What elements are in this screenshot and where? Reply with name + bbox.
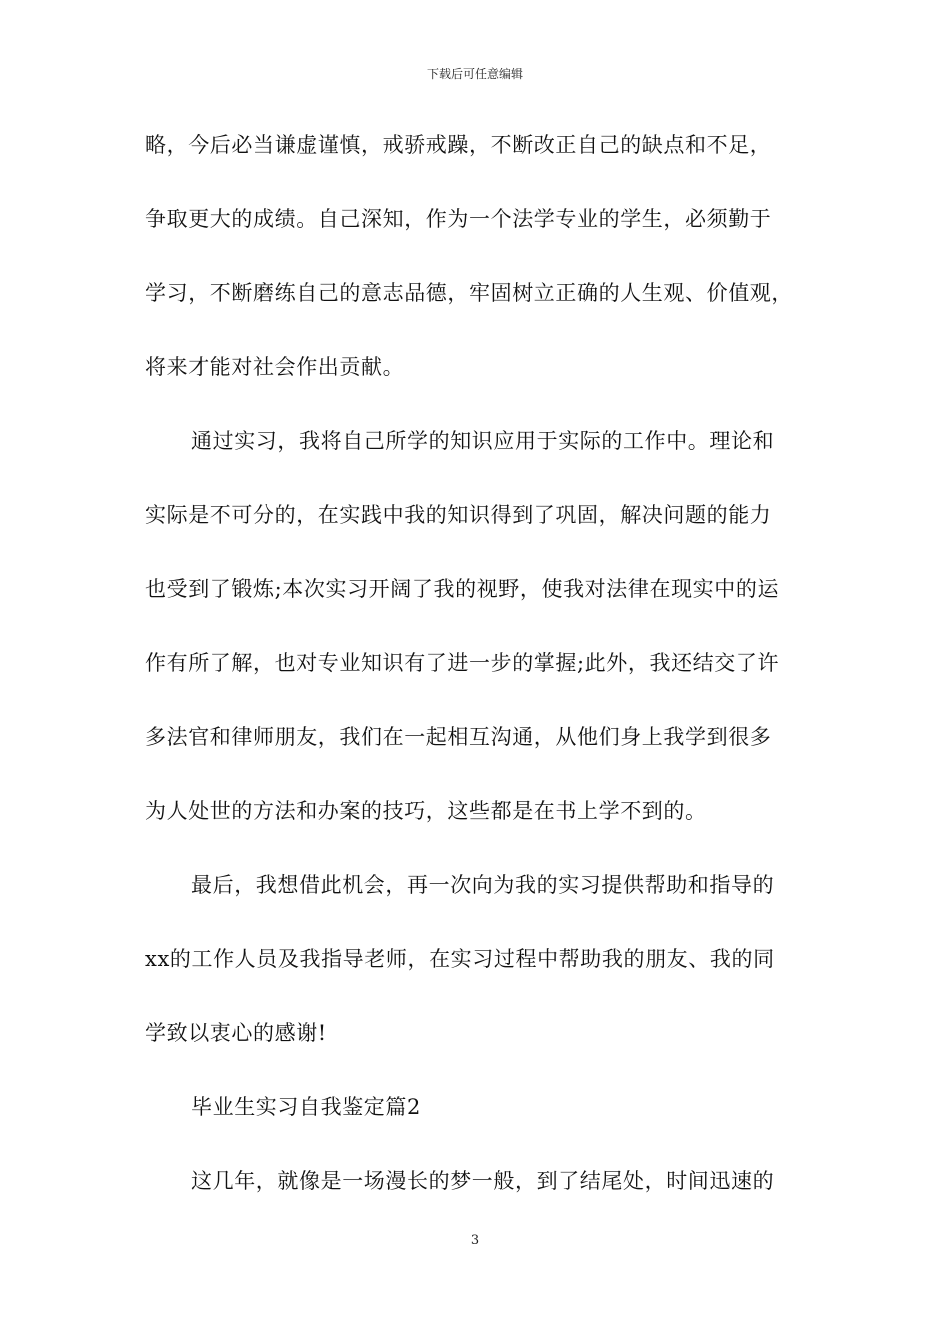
paragraph-start-line: 这几年，就像是一场漫长的梦一般，到了结尾处，时间迅速的 (191, 1169, 775, 1193)
text-line: 争取更大的成绩。自己深知，作为一个法学专业的学生，必须勤于 (145, 207, 772, 231)
text-line: 将来才能对社会作出贡献。 (145, 355, 405, 379)
text-line: 学习，不断磨练自己的意志品德，牢固树立正确的人生观、价值观， (145, 281, 793, 305)
text-line: 作有所了解，也对专业知识有了进一步的掌握;此外，我还结交了许 (145, 651, 780, 675)
section-heading: 毕业生实习自我鉴定篇2 (191, 1095, 421, 1119)
page-header: 下载后可任意编辑 (426, 67, 523, 81)
paragraph-start-line: 最后，我想借此机会，再一次向为我的实习提供帮助和指导的 (191, 873, 775, 897)
text-line: 实际是不可分的，在实践中我的知识得到了巩固，解决问题的能力 (145, 503, 772, 527)
text-line: 略，今后必当谦虚谨慎，戒骄戒躁，不断改正自己的缺点和不足， (145, 133, 772, 157)
document-body (145, 125, 835, 1235)
page-number: 3 (470, 1233, 480, 1248)
paragraph-start-line: 通过实习，我将自己所学的知识应用于实际的工作中。理论和 (191, 429, 775, 453)
text-line: 多法官和律师朋友，我们在一起相互沟通，从他们身上我学到很多 (145, 725, 772, 749)
text-line: 学致以衷心的感谢! (145, 1021, 327, 1045)
text-line: 为人处世的方法和办案的技巧，这些都是在书上学不到的。 (145, 799, 707, 823)
text-line: 也受到了锻炼;本次实习开阔了我的视野，使我对法律在现实中的运 (145, 577, 780, 601)
text-line: xx的工作人员及我指导老师，在实习过程中帮助我的朋友、我的同 (145, 947, 775, 971)
